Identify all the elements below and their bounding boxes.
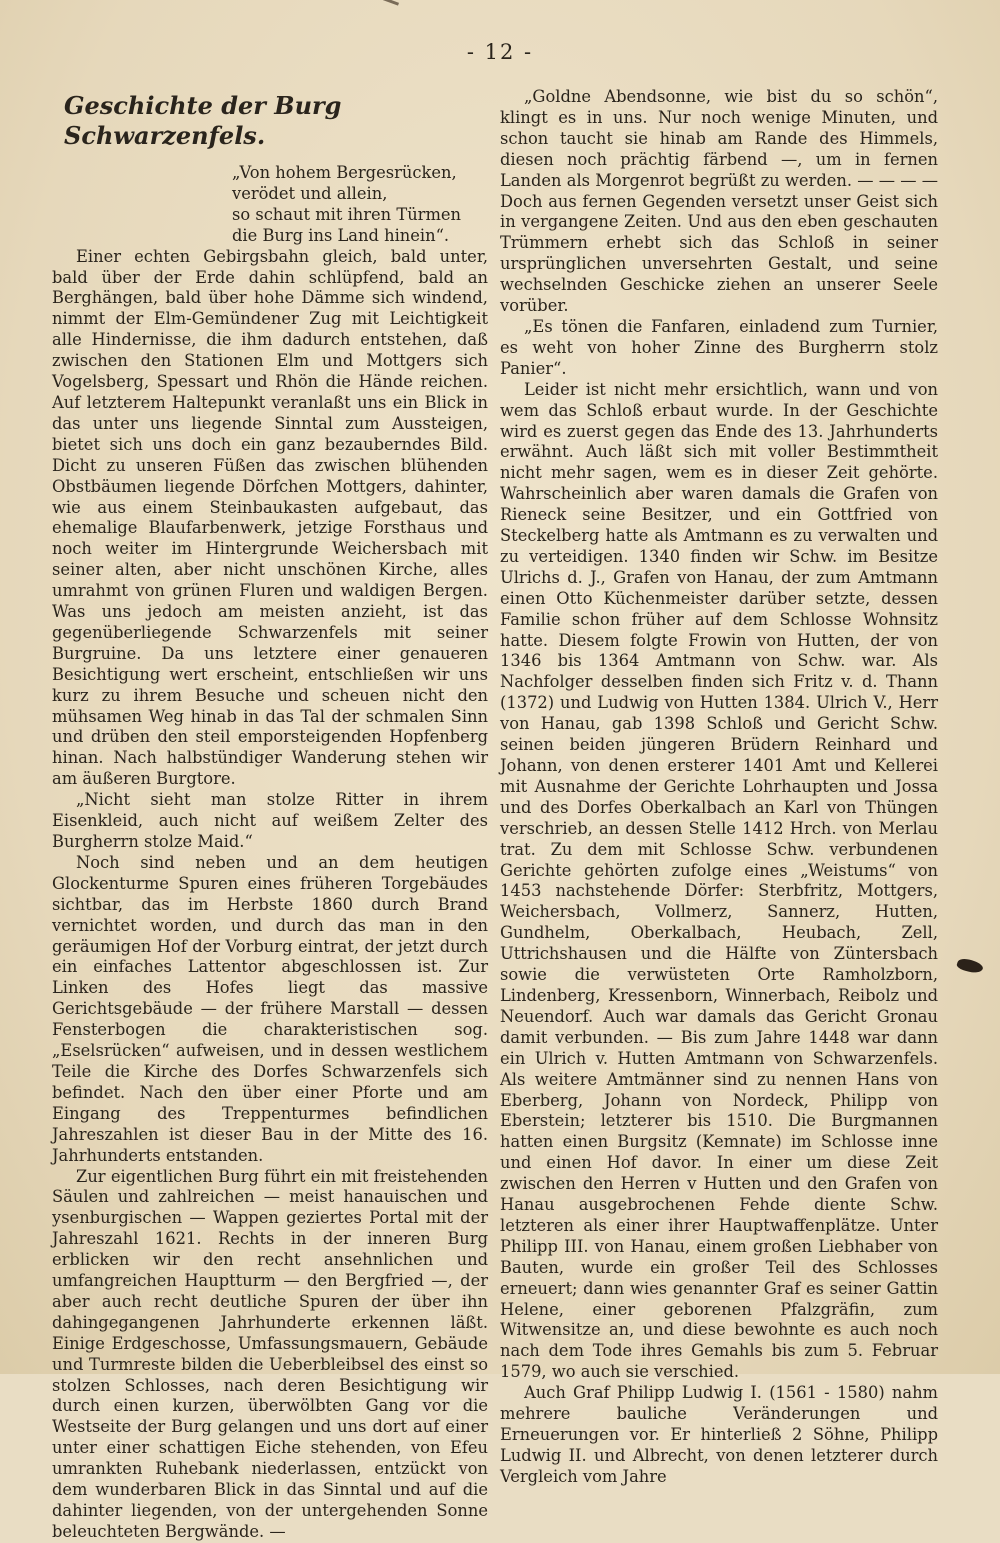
quote-fanfares: „Es tönen die Fanfaren, einladend zum Turnier, es weht von hoher Zinne des Burgherrn stolz Panier“. <box>500 316 938 378</box>
paragraph-philipp-ludwig: Auch Graf Philipp Ludwig I. (1561 - 1580) nahm mehrere bauliche Veränderungen und Erneuerungen vor. Er hinterließ 2 Söhne, Philipp Ludwig II. und Albrecht, von denen letzterer durch Vergleich vom Jahre <box>500 1383 938 1486</box>
poem-line: so schaut mit ihren Türmen <box>232 204 462 224</box>
article-title: Geschichte der Burg Schwarzenfels. <box>64 91 342 150</box>
poem-line: „Von hohem Bergesrücken, <box>232 163 457 182</box>
opening-poem <box>232 163 488 247</box>
page-number: - 12 - <box>466 40 534 64</box>
left-column <box>52 86 488 1543</box>
paragraph-gatehouse: Noch sind neben und an dem heutigen Glockenturme Spuren eines früheren Torgebäudes sichtbar, das im Herbste 1860 durch Brand vernichtet worden, und durch das man in den geräumigen Hof der Vorburg eintrat, der jetzt durch ein einfaches Lattentor abgeschlossen ist. Zur Linken des Hofes liegt das massive Gerichtsgebäude — der frühere Marstall — dessen Fensterbogen die charakteristischen sog. „Eselsrücken“ aufweisen, und in dessen westlichem Teile die Kirche des Dorfes Schwarzenfels sich befindet. Nach den über einer Pforte und am Eingang des Treppenturmes befindlichen Jahreszahlen ist dieser Bau in der Mitte des 16. Jahrhunderts entstanden. <box>52 852 488 1165</box>
paragraph-railway-journey: Einer echten Gebirgsbahn gleich, bald unter, bald über der Erde dahin schlüpfend, bald an Berghängen, bald über hohe Dämme sich windend, nimmt der Elm-Gemündener Zug mit Leichtigkeit alle Hindernisse, die ihm dadurch entstehen, daß zwischen den Stationen Elm und Mottgers sich Vogelsberg, Spessart und Rhön die Hände reichen. Auf letzterem Haltepunkt veranlaßt uns ein Blick in das unter uns liegende Sinntal zum Aussteigen, bietet sich uns doch ein ganz bezauberndes Bild. Dicht zu unseren Füßen das zwischen blühenden Obstbäumen liegende Dörfchen Mottgers, dahinter, wie aus einem Steinbaukasten aufgebaut, das ehemalige Blaufarbenwerk, jetzige Forsthaus und noch weiter im Hintergrunde Weichersbach mit seiner alten, aber nicht unschönen Kirche, alles umrahmt von grünen Fluren und waldigen Bergen. Was uns jedoch am meisten anzieht, ist das gegenüberliegende Schwarzenfels mit seiner Burgruine. Da uns letztere einer genaueren Besichtigung wert erscheint, entschließen wir uns kurz zu ihrem Besuche und scheuen nicht den mühsamen Weg hinab in das Tal der schmalen Sinn und drüben den steil emporsteigenden Hopfenberg hinan. Nach halbstündiger Wanderung stehen wir am äußeren Burgtore. <box>52 246 488 789</box>
poem-line: verödet und allein, <box>232 183 388 203</box>
paragraph-castle-portal: Zur eigentlichen Burg führt ein mit freistehenden Säulen und zahlreichen — meist hanauischen und ysenburgischen — Wappen geziertes Portal mit der Jahreszahl 1621. Rechts in der inneren Burg erblicken wir den recht ansehnlichen und umfangreichen Hauptturm — den Bergfried —, der aber auch recht deutliche Spuren der über ihn dahingegangenen Jahrhunderte erkennen läßt. Einige Erdgeschosse, Umfassungsmauern, Gebäude und Turmreste bilden die Ueberbleibsel des einst so stolzen Schlosses, nach deren Besichtigung wir durch einen kurzen, überwölbten Gang vor die Westseite der Burg gelangen und uns dort auf einer unter einer schattigen Eiche stehenden, von Efeu umrankten Ruhebank niederlassen, entzückt von dem wunderbaren Blick in das Sinntal und auf die dahinter liegenden, von der untergehenden Sonne beleuchteten Bergwände. — <box>52 1166 488 1541</box>
scan-mark <box>383 0 399 6</box>
quote-knights: „Nicht sieht man stolze Ritter in ihrem Eisenkleid, auch nicht auf weißem Zelter des Burgherrn stolze Maid.“ <box>52 790 488 851</box>
paragraph-castle-history: Leider ist nicht mehr ersichtlich, wann und von wem das Schloß erbaut wurde. In der Geschichte wird es zuerst gegen das Ende des 13. Jahrhunderts erwähnt. Auch läßt sich mit voller Bestimmtheit nicht mehr sagen, wem es in dieser Zeit gehörte. Wahrscheinlich aber waren damals die Grafen von Rieneck seine Besitzer, und ein Gottfried von Steckelberg hatte als Amtmann es zu verwalten und zu verteidigen. 1340 finden wir Schw. im Besitze Ulrichs d. J., Grafen von Hanau, der zum Amtmann einen Otto Küchenmeister darüber setzte, dessen Familie schon früher auf dem Schlosse Wohnsitz hatte. Diesem folgte Frowin von Hutten, der von 1346 bis 1364 Amtmann von Schw. war. Als Nachfolger desselben finden sich Fritz v. d. Thann (1372) und Ludwig von Hutten 1384. Ulrich V., Herr von Hanau, gab 1398 Schloß und Gericht Schw. seinen beiden jüngeren Brüdern Reinhard und Johann, von denen ersterer 1401 Amt und Kellerei mit Ausnahme der Gerichte Lohrhaupten und Jossa und des Dorfes Oberkalbach an Karl von Thüngen verschrieb, an dessen Stelle 1412 Hrch. von Merlau trat. Zu dem mit Schlosse Schw. verbundenen Gerichte gehörten zufolge eines „Weistums“ von 1453 nachstehende Dörfer: Sterbfritz, Mottgers, Weichersbach, Vollmerz, Sannerz, Hutten, Gundhelm, Oberkalbach, Heubach, Zell, Uttrichshausen und die Hälfte von Züntersbach sowie die verwüsteten Orte Ramholzborn, Lindenberg, Kressenborn, Winnerbach, Reibolz und Neuendorf. Auch war damals das Gericht Gronau damit verbunden. — Bis zum Jahre 1448 war dann ein Ulrich v. Hutten Amtmann von Schwarzenfels. Als weitere Amtmänner sind zu nennen Hans von Eberberg, Johann von Nordeck, Philipp von Eberstein; letzterer bis 1510. Die Burgmannen hatten einen Burgsitz (Kemnate) im Schlosse inne und einen Hof davor. In einer um diese Zeit zwischen den Herren v Hutten und den Grafen von Hanau ausgebrochenen Fehde diente Schw. letzteren als einer ihrer Hauptwaffenplätze. Unter Philipp III. von Hanau, einem großen Liebhaber von Bauten, wurde ein großer Teil des Schlosses erneuert; dann wies genannter Graf es seiner Gattin Helene, einer geborenen Pfalzgräfin, zum Witwensitze an, und diese bewohnte es auch noch nach dem Tode ihres Gemahls bis zum 5. Februar 1579, wo auch sie verschied. <box>500 379 938 1382</box>
right-column <box>500 87 938 1488</box>
paragraph-evening-sun: „Goldne Abendsonne, wie bist du so schön“, klingt es in uns. Nur noch wenige Minuten, und schon taucht sie hinab am Rande des Himmels, diesen noch prächtig färbend —, um in fernen Landen als Morgenrot begrüßt zu werden. — — — — Doch aus fernen Gegenden versetzt unser Geist sich in vergangene Zeiten. Und aus den eben geschauten Trümmern erhebt sich das Schloß in seiner ursprünglichen unversehrten Gestalt, und seine wechselnden Geschicke ziehen an unserer Seele vorüber. <box>500 87 938 316</box>
ink-blot <box>956 956 984 975</box>
poem-line: die Burg ins Land hinein“. <box>232 225 450 245</box>
